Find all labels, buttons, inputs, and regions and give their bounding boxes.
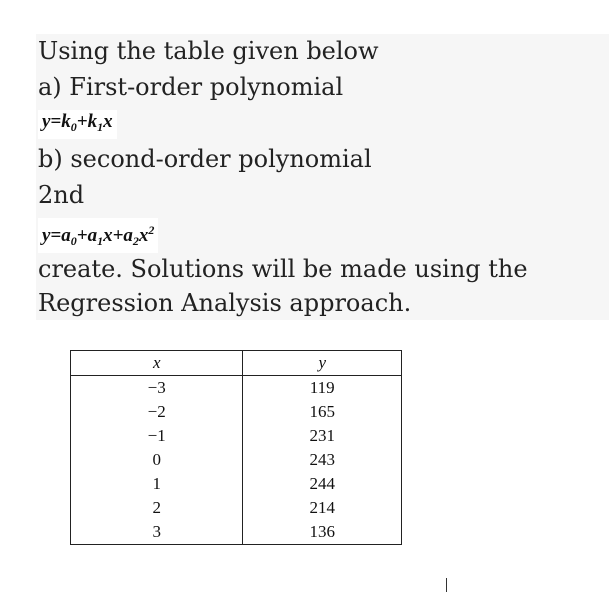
formula-second-order: $y=a_0+a_1x+a_2x^2$ bbox=[38, 218, 158, 253]
cell-x: 2 bbox=[71, 496, 243, 520]
table-header-row bbox=[71, 351, 402, 376]
data-table bbox=[70, 350, 402, 545]
cell-x: 1 bbox=[71, 472, 243, 496]
formula-first-order: $y=k_0+k_1x$ bbox=[38, 110, 117, 139]
cell-y: 119 bbox=[243, 376, 402, 401]
cell-y: 165 bbox=[243, 400, 402, 424]
intro-text: Using the table given below bbox=[38, 37, 379, 65]
header-x: x bbox=[71, 351, 243, 376]
cell-x: −3 bbox=[71, 376, 243, 401]
cell-y: 243 bbox=[243, 448, 402, 472]
part-a-label: a) First-order polynomial bbox=[38, 73, 344, 101]
header-y: y bbox=[243, 351, 402, 376]
closing-line-2: Regression Analysis approach. bbox=[38, 289, 412, 317]
table-row bbox=[71, 400, 402, 424]
table-row bbox=[71, 520, 402, 545]
part-b-label: b) second-order polynomial bbox=[38, 145, 372, 173]
table-row bbox=[71, 472, 402, 496]
table-row bbox=[71, 496, 402, 520]
text-cursor bbox=[446, 578, 447, 592]
cell-y: 136 bbox=[243, 520, 402, 545]
cell-y: 244 bbox=[243, 472, 402, 496]
cell-x: 3 bbox=[71, 520, 243, 545]
cell-x: −1 bbox=[71, 424, 243, 448]
table-row bbox=[71, 448, 402, 472]
cell-y: 214 bbox=[243, 496, 402, 520]
second-order-note: 2nd bbox=[38, 181, 85, 209]
closing-line-1: create. Solutions will be made using the bbox=[38, 255, 528, 283]
cell-x: 0 bbox=[71, 448, 243, 472]
table-row bbox=[71, 424, 402, 448]
table-row bbox=[71, 376, 402, 401]
cell-x: −2 bbox=[71, 400, 243, 424]
cell-y: 231 bbox=[243, 424, 402, 448]
